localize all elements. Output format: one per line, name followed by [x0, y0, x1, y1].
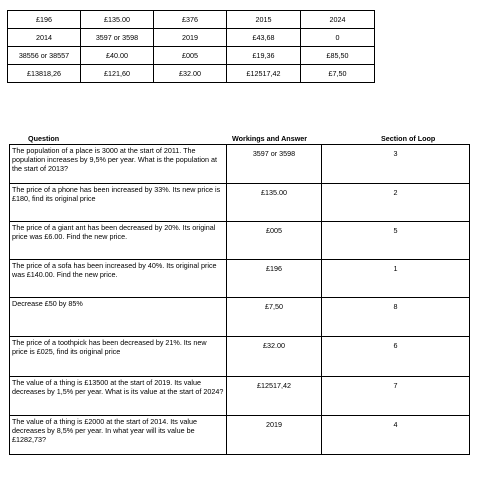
answer-cell: 3597 or 3598 — [227, 145, 322, 184]
loop-row — [10, 377, 470, 416]
section-cell: 8 — [322, 298, 470, 337]
answer-column-header: Workings and Answer — [232, 134, 308, 143]
section-cell: 4 — [322, 416, 470, 455]
answer-cell: £40.00 — [81, 47, 154, 65]
answer-cell: 2014 — [8, 29, 81, 47]
section-cell: 5 — [322, 222, 470, 260]
answer-cell: £005 — [227, 222, 322, 260]
question-cell: The price of a phone has been increased by 33%. Its new price is £180, find its original price — [10, 184, 227, 222]
loop-row — [10, 222, 470, 260]
answer-cell: £19,36 — [227, 47, 301, 65]
loop-row — [10, 145, 470, 184]
answer-cell: £32.00 — [154, 65, 227, 83]
loop-row — [10, 416, 470, 455]
section-cell: 6 — [322, 337, 470, 377]
question-cell: The price of a sofa has been increased by 40%. Its original price was £140.00. Find the new price. — [10, 260, 227, 298]
answer-cell: 2024 — [301, 11, 375, 29]
section-cell: 3 — [322, 145, 470, 184]
question-cell: The value of a thing is £2000 at the start of 2014. Its value decreases by 8,5% per year. In what year will its value be £1282,73? — [10, 416, 227, 455]
answer-grid-row — [8, 29, 375, 47]
answer-cell: £12517,42 — [227, 65, 301, 83]
answer-cell: £121,60 — [81, 65, 154, 83]
section-column-header: Section of Loop — [381, 134, 436, 143]
loop-table — [9, 144, 470, 455]
answer-cell: 0 — [301, 29, 375, 47]
answer-cell: £12517,42 — [227, 377, 322, 416]
answer-cell: 3597 or 3598 — [81, 29, 154, 47]
question-cell: Decrease £50 by 85% — [10, 298, 227, 337]
answer-grid-row — [8, 11, 375, 29]
question-column-header: Question — [28, 134, 60, 143]
loop-row — [10, 184, 470, 222]
loop-row — [10, 337, 470, 377]
section-cell: 1 — [322, 260, 470, 298]
section-cell: 2 — [322, 184, 470, 222]
answer-cell: £32.00 — [227, 337, 322, 377]
answer-cell: £005 — [154, 47, 227, 65]
section-cell: 7 — [322, 377, 470, 416]
answer-cell: 2015 — [227, 11, 301, 29]
answer-cell: £196 — [8, 11, 81, 29]
answer-cell: £43,68 — [227, 29, 301, 47]
answer-cell: £135.00 — [81, 11, 154, 29]
answer-cell: £135.00 — [227, 184, 322, 222]
answer-cell: £13818,26 — [8, 65, 81, 83]
question-cell: The price of a giant ant has been decreased by 20%. Its original price was £6.00. Find the new price. — [10, 222, 227, 260]
loop-row — [10, 260, 470, 298]
loop-row — [10, 298, 470, 337]
answer-cell: 2019 — [154, 29, 227, 47]
question-cell: The price of a toothpick has been decreased by 21%. Its new price is £025, find its original price — [10, 337, 227, 377]
answer-cell: £196 — [227, 260, 322, 298]
answer-grid-row — [8, 47, 375, 65]
answer-grid-row — [8, 65, 375, 83]
answer-cell: £7,50 — [301, 65, 375, 83]
answer-cell: 38556 or 38557 — [8, 47, 81, 65]
answer-cell: 2019 — [227, 416, 322, 455]
question-cell: The population of a place is 3000 at the start of 2011. The population increases by 9,5% per year. What is the population at the start of 2013? — [10, 145, 227, 184]
answer-cell: £376 — [154, 11, 227, 29]
answer-cell: £7,50 — [227, 298, 322, 337]
question-cell: The value of a thing is £13500 at the start of 2019. Its value decreases by 1,5% per year. What is its value at the start of 2024? — [10, 377, 227, 416]
answer-cell: £85,50 — [301, 47, 375, 65]
answer-grid — [7, 10, 375, 83]
